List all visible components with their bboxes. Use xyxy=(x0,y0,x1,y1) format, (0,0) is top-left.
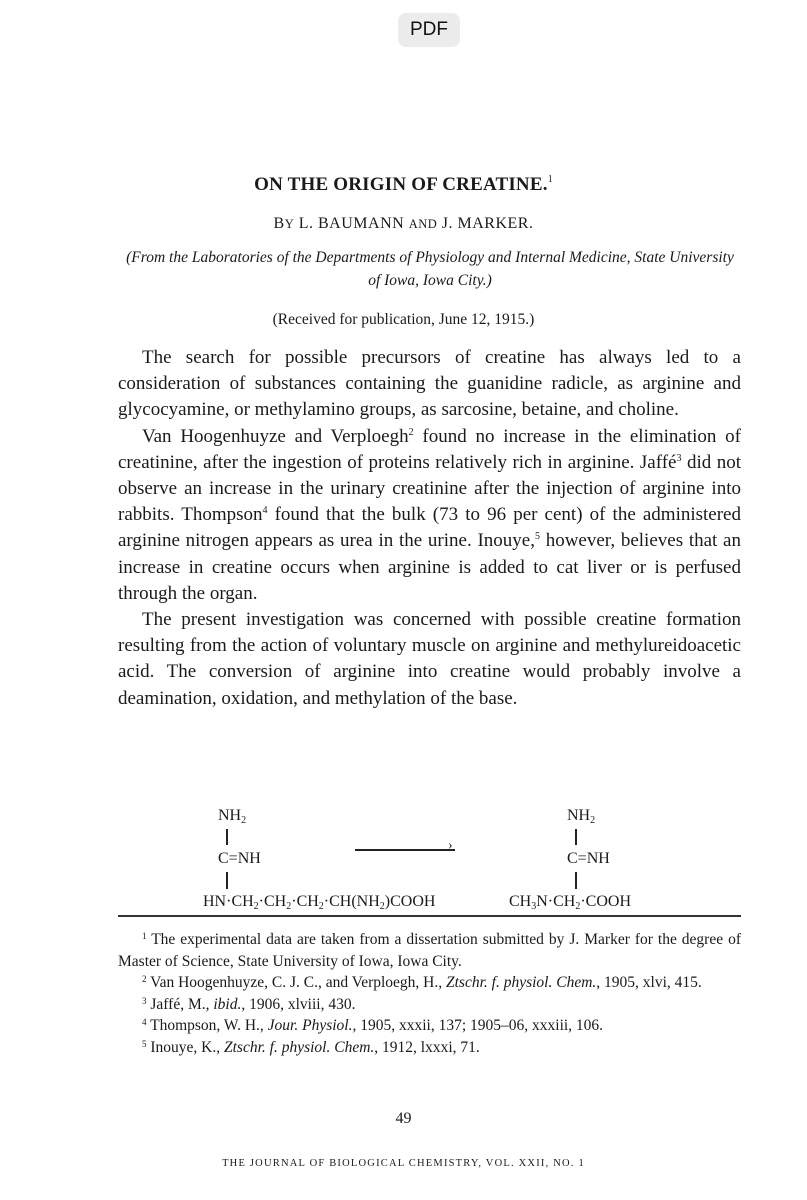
by-rest: Y xyxy=(284,217,295,231)
right-bond-top xyxy=(575,829,577,845)
p2-text-e: however, believes that an increase in creatine occurs when arginine is added to cat liver or is perfused through the organ. xyxy=(118,530,741,604)
footnote-4: $^4$ Thompson, W. H., Jour. Physiol., 1905, xxxii, 137; 1905–06, xxxiii, 106. xyxy=(142,1017,604,1034)
p2-text-a: Van Hoogenhuyze and Verploegh xyxy=(142,425,409,447)
pdf-badge[interactable]: PDF xyxy=(398,13,460,47)
right-bond-bottom xyxy=(575,872,577,889)
right-nh2: $NH_2$ xyxy=(567,807,596,826)
arrow-head-icon: › xyxy=(448,838,453,853)
left-nh2: $NH_2$ xyxy=(218,807,247,826)
author-1: L. BAUMANN xyxy=(298,215,405,232)
p2-text-c: did not observe an increase in the urinary creatinine after the injection of arginine into rabbits. Thompson xyxy=(118,451,741,526)
ref-4: 4 xyxy=(262,505,268,517)
footnote-1: $^1$ The experimental data are taken from a dissertation submitted by J. Marker for the degree of Master of Science, State University of Iowa, Iowa City. xyxy=(118,931,741,970)
paragraph-2 xyxy=(118,424,741,607)
and-word: AND xyxy=(408,217,438,231)
footnote-3: $^3$ Jaffé, M., ibid., 1906, xlviii, 430. xyxy=(142,995,356,1013)
footnotes xyxy=(118,929,741,1058)
paragraph-1: The search for possible precursors of creatine has always led to a consideration of substances containing the guanidine radicle, as arginine and glycocyamine, or methylamino groups, as sarcosine, betaine, and choline. xyxy=(118,347,741,421)
right-chain: $CH_3N\cdot CH_2\cdot COOH$ xyxy=(509,893,632,912)
authors xyxy=(0,215,807,233)
paragraph-3: The present investigation was concerned with possible creatine formation resulting from the action of voluntary muscle on arginine and methylureidoacetic acid. The conversion of arginine into creatine would probably involve a deamination, oxidation, and methylation of the base. xyxy=(118,609,741,709)
p2-text-d: found that the bulk (73 to 96 per cent) of the administered arginine nitrogen appears as urea in the urine. Inouye, xyxy=(118,504,741,552)
left-cnh: C=NH xyxy=(218,850,261,867)
body-text xyxy=(118,345,741,712)
ref-5: 5 xyxy=(534,531,540,543)
journal-footer: THE JOURNAL OF BIOLOGICAL CHEMISTRY, VOL. XXII, NO. 1 xyxy=(222,1158,585,1169)
left-bond-top xyxy=(226,829,228,845)
p2-text-b: found no increase in the elimination of creatinine, after the ingestion of proteins relatively rich in arginine. Jaffé xyxy=(118,425,742,473)
author-2: J. MARKER. xyxy=(441,215,534,232)
ref-2: 2 xyxy=(408,426,414,438)
reaction-arrow xyxy=(355,849,455,851)
title-text: ON THE ORIGIN OF CREATINE. xyxy=(254,174,548,195)
footnote-5: $^5$ Inouye, K., Ztschr. f. physiol. Chem., 1912, lxxxi, 71. xyxy=(142,1038,480,1056)
ref-3: 3 xyxy=(676,452,682,464)
footnote-2: $^2$ Van Hoogenhuyze, C. J. C., and Verploegh, H., Ztschr. f. physiol. Chem., 1905, xlvi, 415. xyxy=(142,974,702,991)
by-initial: B xyxy=(273,215,285,232)
left-chain: $HN\cdot CH_2\cdot CH_2\cdot CH_2\cdot CH(NH_2)COOH$ xyxy=(203,893,436,912)
left-bond-bottom xyxy=(226,872,228,889)
right-cnh: C=NH xyxy=(567,850,610,867)
page-number: 49 xyxy=(395,1110,412,1127)
received-date: (Received for publication, June 12, 1915.) xyxy=(272,311,535,328)
paper-title xyxy=(0,174,807,196)
title-footnote-ref: 1 xyxy=(547,174,553,185)
footnote-divider xyxy=(118,915,741,917)
affiliation: (From the Laboratories of the Departments of Physiology and Internal Medicine, State University of Iowa, Iowa City.) xyxy=(126,249,734,289)
